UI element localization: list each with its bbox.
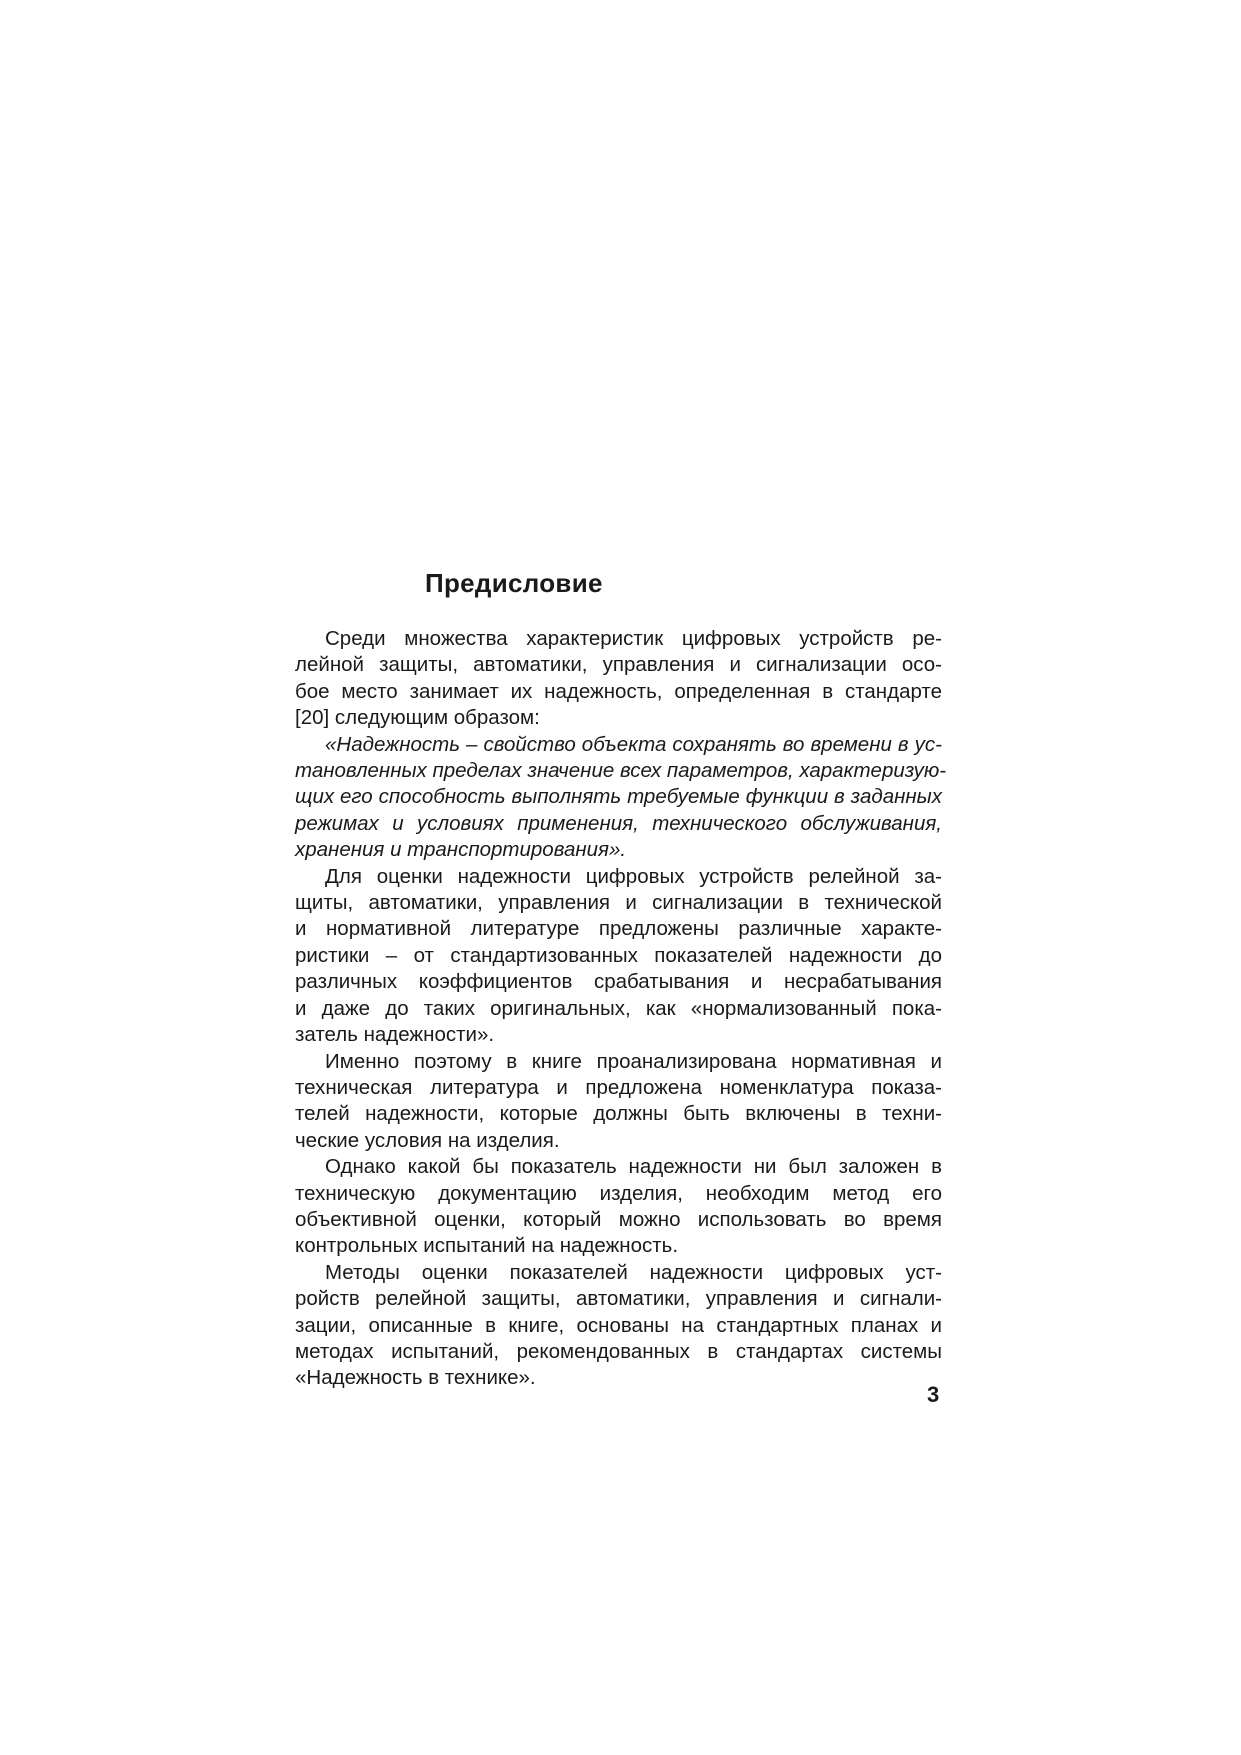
page-title: Предисловие [425, 568, 603, 598]
text-line: телей надежности, которые должны быть включены в техни- [295, 1102, 942, 1126]
text-line: Именно поэтому в книге проанализирована нормативная и [325, 1049, 942, 1073]
text-line: лейной защиты, автоматики, управления и сигнализации осо- [295, 653, 942, 677]
text-line: различных коэффициентов срабатывания и несрабатывания [295, 970, 942, 994]
text-line: ческие условия на изделия. [295, 1128, 560, 1152]
text-line: ройств релейной защиты, автоматики, управления и сигнали- [295, 1287, 942, 1311]
text-line: затель надежности». [295, 1023, 495, 1047]
body-text [295, 626, 947, 1392]
text-line: техническая литература и предложена номенклатура показа- [295, 1075, 942, 1099]
paragraph-6 [295, 1260, 942, 1392]
text-line: «Надежность – свойство объекта сохранять во времени в ус- [325, 732, 942, 756]
text-line: хранения и транспортирования». [295, 838, 627, 862]
page-number: 3 [927, 1382, 940, 1407]
text-line: режимах и условиях применения, технического обслуживания, [295, 811, 942, 835]
text-line: [20] следующим образом: [295, 706, 540, 730]
paragraph-3 [295, 864, 942, 1049]
text-line: и даже до таких оригинальных, как «нормализованный пока- [295, 996, 942, 1020]
paragraph-1 [295, 626, 942, 732]
definition-quote [295, 732, 947, 864]
text-line: объективной оценки, который можно использовать во время [295, 1207, 942, 1231]
text-line: «Надежность в технике». [295, 1366, 536, 1390]
text-line: методах испытаний, рекомендованных в стандартах системы [295, 1339, 942, 1363]
text-line: щих его способность выполнять требуемые функции в заданных [295, 785, 942, 809]
text-line: техническую документацию изделия, необходим метод его [295, 1181, 942, 1205]
text-line: бое место занимает их надежность, определенная в стандарте [295, 679, 942, 703]
text-line: Среди множества характеристик цифровых устройств ре- [325, 627, 942, 650]
paragraph-5 [295, 1154, 942, 1260]
text-line: контрольных испытаний на надежность. [295, 1234, 679, 1258]
text-line: Однако какой бы показатель надежности ни был заложен в [325, 1155, 942, 1179]
text-line: и нормативной литературе предложены различные характе- [295, 917, 942, 941]
text-line: Методы оценки показателей надежности цифровых уст- [325, 1260, 942, 1284]
text-line: тановленных пределах значение всех параметров, характеризую- [295, 759, 947, 783]
text-line: щиты, автоматики, управления и сигнализации в технической [295, 891, 942, 915]
text-line: ристики – от стандартизованных показателей надежности до [295, 943, 942, 967]
paragraph-4 [295, 1049, 942, 1155]
text-line: зации, описанные в книге, основаны на стандартных планах и [295, 1313, 942, 1337]
text-line: Для оценки надежности цифровых устройств релейной за- [325, 864, 942, 888]
